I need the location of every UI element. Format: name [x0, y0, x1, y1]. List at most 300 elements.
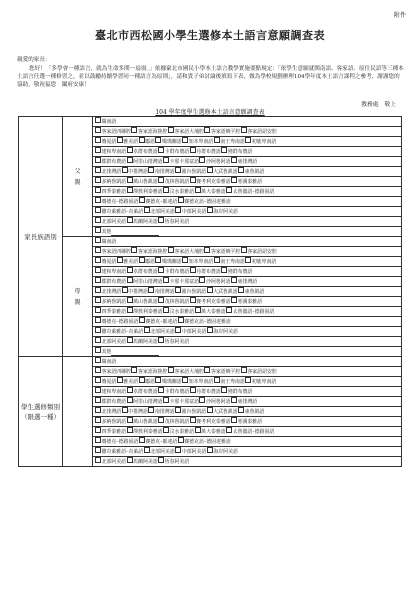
checkbox[interactable] [163, 187, 169, 193]
option[interactable]: 阿里山排灣語 [127, 159, 163, 165]
option[interactable]: 恆春阿美語 [158, 219, 189, 225]
checkbox[interactable] [231, 157, 237, 163]
option[interactable]: 雅美語 [117, 139, 138, 145]
checkbox[interactable] [238, 287, 244, 293]
option[interactable]: 東排灣語 [231, 279, 257, 285]
checkbox[interactable] [148, 167, 154, 173]
checkbox[interactable] [95, 137, 101, 143]
checkbox[interactable] [207, 407, 213, 413]
option[interactable]: 知本卑南語 [182, 259, 213, 265]
checkbox[interactable] [155, 257, 161, 263]
option[interactable]: 霧台魯凱語 [175, 409, 206, 415]
checkbox[interactable] [241, 247, 247, 253]
option[interactable]: 馬蘭阿美語 [127, 459, 158, 465]
checkbox[interactable] [155, 377, 161, 383]
option[interactable]: 客家語詔安腔 [241, 249, 277, 255]
option[interactable]: 沙阿魯阿語 [199, 399, 230, 405]
option[interactable]: 卡那卡那富語 [163, 279, 199, 285]
checkbox[interactable] [131, 367, 137, 373]
checkbox[interactable] [95, 147, 101, 153]
option[interactable]: 阿里山排灣語 [127, 399, 163, 405]
option[interactable]: 茂林魯凱語 [158, 299, 189, 305]
option[interactable]: 中排灣語 [122, 289, 148, 295]
option[interactable]: 賽德克–都達語 [139, 319, 177, 325]
checkbox[interactable] [182, 137, 188, 143]
checkbox[interactable] [127, 297, 133, 303]
option[interactable]: 多納魯凱語 [95, 179, 126, 185]
checkbox[interactable] [127, 157, 133, 163]
checkbox[interactable] [190, 387, 196, 393]
option[interactable]: 郡群布農語 [95, 159, 126, 165]
option[interactable]: 客家語海陸腔 [131, 369, 167, 375]
option[interactable]: 寒溪泰雅語 [231, 419, 262, 425]
option[interactable]: 客家語四縣腔 [95, 249, 131, 255]
checkbox[interactable] [95, 207, 101, 213]
option[interactable]: 萬山魯凱語 [127, 299, 158, 305]
option[interactable]: 恆春阿美語 [158, 339, 189, 345]
option[interactable]: 知本卑南語 [182, 379, 213, 385]
option[interactable]: 建和卑南語 [95, 149, 126, 155]
checkbox[interactable] [204, 127, 210, 133]
option[interactable]: 萬山魯凱語 [127, 419, 158, 425]
checkbox[interactable] [168, 127, 174, 133]
option[interactable]: 東排灣語 [231, 159, 257, 165]
option[interactable]: 阿里山排灣語 [127, 279, 163, 285]
option[interactable]: 賽德克語–德固達雅語 [178, 199, 231, 205]
option[interactable]: 知本卑南語 [182, 139, 213, 145]
checkbox[interactable] [175, 447, 181, 453]
checkbox[interactable] [95, 407, 101, 413]
checkbox[interactable] [226, 307, 232, 313]
option[interactable]: 客家語大埔腔 [168, 249, 204, 255]
checkbox[interactable] [95, 317, 101, 323]
option[interactable]: 客家語海陸腔 [131, 129, 167, 135]
checkbox[interactable] [182, 377, 188, 383]
checkbox[interactable] [207, 287, 213, 293]
checkbox[interactable] [117, 377, 123, 383]
checkbox[interactable] [163, 277, 169, 283]
checkbox[interactable] [117, 137, 123, 143]
checkbox[interactable] [195, 427, 201, 433]
option[interactable]: 初鹿卑南語 [245, 259, 276, 265]
option[interactable]: 客家語海陸腔 [131, 249, 167, 255]
option[interactable]: 中排灣語 [122, 409, 148, 415]
checkbox[interactable] [95, 197, 101, 203]
option[interactable]: 澤敖利泰雅語 [127, 189, 163, 195]
option[interactable]: 客家語四縣腔 [95, 369, 131, 375]
checkbox[interactable] [95, 117, 101, 123]
option[interactable]: 東魯凱語 [238, 289, 264, 295]
option[interactable]: 丹群布農語 [190, 269, 221, 275]
checkbox[interactable] [221, 267, 227, 273]
option[interactable]: 萬大泰雅語 [195, 309, 226, 315]
option[interactable]: 丹群布農語 [190, 389, 221, 395]
checkbox[interactable] [95, 157, 101, 163]
option[interactable]: 汶水泰雅語 [163, 309, 194, 315]
checkbox[interactable] [190, 297, 196, 303]
checkbox[interactable] [95, 227, 101, 233]
checkbox[interactable] [122, 287, 128, 293]
option[interactable]: 馬蘭阿美語 [127, 219, 158, 225]
checkbox[interactable] [163, 307, 169, 313]
checkbox[interactable] [95, 437, 101, 443]
option[interactable]: 海岸阿美語 [207, 209, 238, 215]
option[interactable]: 東魯凱語 [238, 169, 264, 175]
option[interactable]: 澤敖利泰雅語 [127, 429, 163, 435]
option-other[interactable]: 其他 [95, 349, 159, 355]
option[interactable]: 萬大泰雅語 [195, 189, 226, 195]
checkbox[interactable] [117, 257, 123, 263]
checkbox[interactable] [190, 177, 196, 183]
option[interactable]: 賽夏語 [95, 139, 116, 145]
checkbox[interactable] [214, 257, 220, 263]
checkbox[interactable] [95, 287, 101, 293]
option[interactable]: 卡那卡那富語 [163, 399, 199, 405]
option[interactable]: 北部阿美語 [144, 449, 175, 455]
option[interactable]: 賽德克–都達語 [139, 439, 177, 445]
checkbox[interactable] [139, 137, 145, 143]
option[interactable]: 賽夏語 [95, 379, 116, 385]
option[interactable]: 初鹿卑南語 [245, 379, 276, 385]
checkbox[interactable] [204, 247, 210, 253]
option[interactable]: 客家語饒平腔 [204, 369, 240, 375]
option[interactable]: 太魯閣語–德路固語 [226, 309, 274, 315]
option[interactable]: 鄒語 [139, 259, 155, 265]
option[interactable]: 南排灣語 [148, 409, 174, 415]
checkbox[interactable] [95, 447, 101, 453]
option[interactable]: 賽德克–德路固語 [95, 319, 138, 325]
checkbox[interactable] [163, 157, 169, 163]
checkbox[interactable] [226, 187, 232, 193]
checkbox[interactable] [245, 377, 251, 383]
option[interactable]: 多納魯凱語 [95, 299, 126, 305]
checkbox[interactable] [182, 257, 188, 263]
checkbox[interactable] [95, 267, 101, 273]
option[interactable]: 賽考利克泰雅語 [190, 179, 231, 185]
checkbox[interactable] [122, 407, 128, 413]
option[interactable]: 初鹿卑南語 [245, 139, 276, 145]
option[interactable]: 汶水泰雅語 [163, 189, 194, 195]
option[interactable]: 霧台魯凱語 [175, 169, 206, 175]
checkbox[interactable] [158, 337, 164, 343]
checkbox[interactable] [95, 427, 101, 433]
option[interactable]: 卡群布農語 [158, 269, 189, 275]
checkbox[interactable] [95, 167, 101, 173]
option[interactable]: 北排灣語 [95, 169, 121, 175]
option[interactable]: 噶瑪蘭語 [155, 139, 181, 145]
option[interactable]: 南排灣語 [148, 289, 174, 295]
checkbox[interactable] [127, 417, 133, 423]
option[interactable]: 巒群布農語 [221, 269, 252, 275]
option[interactable]: 建和卑南語 [95, 389, 126, 395]
checkbox[interactable] [207, 167, 213, 173]
checkbox[interactable] [127, 397, 133, 403]
checkbox[interactable] [148, 287, 154, 293]
option[interactable]: 賽考利克泰雅語 [190, 419, 231, 425]
checkbox[interactable] [245, 257, 251, 263]
checkbox[interactable] [158, 417, 164, 423]
option[interactable]: 大武魯凱語 [207, 289, 238, 295]
option[interactable]: 閩南語 [95, 119, 116, 125]
checkbox[interactable] [95, 457, 101, 463]
option[interactable]: 客家語饒平腔 [204, 129, 240, 135]
option[interactable]: 北部阿美語 [144, 209, 175, 215]
checkbox[interactable] [195, 307, 201, 313]
checkbox[interactable] [95, 387, 101, 393]
option[interactable]: 霧台魯凱語 [175, 289, 206, 295]
checkbox[interactable] [127, 267, 133, 273]
option[interactable]: 郡群布農語 [95, 399, 126, 405]
option[interactable]: 閩南語 [95, 359, 116, 365]
option[interactable]: 沙阿魯阿語 [199, 159, 230, 165]
checkbox[interactable] [95, 417, 101, 423]
checkbox[interactable] [158, 177, 164, 183]
option[interactable]: 北部阿美語 [95, 219, 126, 225]
checkbox[interactable] [139, 377, 145, 383]
option[interactable]: 客家語四縣腔 [95, 129, 131, 135]
option[interactable]: 南王卑南語 [214, 259, 245, 265]
checkbox[interactable] [231, 277, 237, 283]
checkbox[interactable] [175, 407, 181, 413]
checkbox[interactable] [127, 177, 133, 183]
checkbox[interactable] [221, 387, 227, 393]
checkbox[interactable] [127, 387, 133, 393]
checkbox[interactable] [95, 217, 101, 223]
option[interactable]: 賽德克–德路固語 [95, 199, 138, 205]
option[interactable]: 賽德克語–德固達雅語 [178, 439, 231, 445]
checkbox[interactable] [207, 207, 213, 213]
checkbox[interactable] [158, 267, 164, 273]
checkbox[interactable] [144, 327, 150, 333]
checkbox[interactable] [95, 307, 101, 313]
checkbox[interactable] [195, 187, 201, 193]
option[interactable]: 南王卑南語 [214, 139, 245, 145]
checkbox[interactable] [190, 147, 196, 153]
option[interactable]: 四季泰雅語 [95, 189, 126, 195]
checkbox[interactable] [163, 427, 169, 433]
option[interactable]: 丹群布農語 [190, 149, 221, 155]
checkbox[interactable] [175, 287, 181, 293]
option[interactable]: 郡群布農語 [95, 279, 126, 285]
option[interactable]: 中部阿美語 [175, 329, 206, 335]
option[interactable]: 建和卑南語 [95, 269, 126, 275]
checkbox[interactable] [241, 367, 247, 373]
checkbox[interactable] [95, 377, 101, 383]
option[interactable]: 巒群布農語 [221, 149, 252, 155]
checkbox[interactable] [95, 297, 101, 303]
checkbox[interactable] [95, 187, 101, 193]
option[interactable]: 中部阿美語 [175, 209, 206, 215]
option[interactable]: 客家語大埔腔 [168, 369, 204, 375]
option[interactable]: 卡群布農語 [158, 149, 189, 155]
option[interactable]: 雅美語 [117, 379, 138, 385]
option[interactable]: 中部阿美語 [175, 449, 206, 455]
option[interactable]: 卡那卡那富語 [163, 159, 199, 165]
option[interactable]: 南王卑南語 [214, 379, 245, 385]
checkbox[interactable] [127, 277, 133, 283]
option[interactable]: 客家語詔安腔 [241, 369, 277, 375]
checkbox[interactable] [122, 167, 128, 173]
checkbox[interactable] [221, 147, 227, 153]
checkbox[interactable] [127, 187, 133, 193]
checkbox[interactable] [199, 277, 205, 283]
option[interactable]: 卓群布農語 [127, 269, 158, 275]
option[interactable]: 中排灣語 [122, 169, 148, 175]
option[interactable]: 四季泰雅語 [95, 309, 126, 315]
option[interactable]: 海岸阿美語 [207, 449, 238, 455]
option[interactable]: 恆春阿美語 [158, 459, 189, 465]
checkbox[interactable] [199, 397, 205, 403]
option[interactable]: 沙阿魯阿語 [199, 279, 230, 285]
checkbox[interactable] [168, 247, 174, 253]
checkbox[interactable] [238, 167, 244, 173]
checkbox[interactable] [175, 167, 181, 173]
checkbox[interactable] [127, 307, 133, 313]
checkbox[interactable] [178, 197, 184, 203]
checkbox[interactable] [95, 327, 101, 333]
option[interactable]: 南排灣語 [148, 169, 174, 175]
checkbox[interactable] [214, 137, 220, 143]
option[interactable]: 多納魯凱語 [95, 419, 126, 425]
option[interactable]: 四季泰雅語 [95, 429, 126, 435]
option[interactable]: 海岸阿美語 [207, 329, 238, 335]
option[interactable]: 寒溪泰雅語 [231, 299, 262, 305]
checkbox[interactable] [175, 207, 181, 213]
option[interactable]: 撒奇萊雅語–奇萊語 [95, 209, 143, 215]
option[interactable]: 閩南語 [95, 239, 116, 245]
option[interactable]: 北部阿美語 [95, 339, 126, 345]
option[interactable]: 寒溪泰雅語 [231, 179, 262, 185]
checkbox[interactable] [127, 427, 133, 433]
checkbox[interactable] [95, 257, 101, 263]
option[interactable]: 北排灣語 [95, 409, 121, 415]
checkbox[interactable] [163, 397, 169, 403]
checkbox[interactable] [127, 337, 133, 343]
option[interactable]: 客家語詔安腔 [241, 129, 277, 135]
option[interactable]: 巒群布農語 [221, 389, 252, 395]
option[interactable]: 賽德克–都達語 [139, 199, 177, 205]
option[interactable]: 賽夏語 [95, 259, 116, 265]
checkbox[interactable] [158, 297, 164, 303]
checkbox[interactable] [95, 127, 101, 133]
checkbox[interactable] [148, 407, 154, 413]
checkbox[interactable] [127, 147, 133, 153]
other-input-line[interactable] [111, 350, 159, 356]
checkbox[interactable] [168, 367, 174, 373]
checkbox[interactable] [158, 387, 164, 393]
option[interactable]: 卓群布農語 [127, 149, 158, 155]
checkbox[interactable] [178, 437, 184, 443]
option[interactable]: 汶水泰雅語 [163, 429, 194, 435]
checkbox[interactable] [231, 177, 237, 183]
checkbox[interactable] [127, 457, 133, 463]
checkbox[interactable] [139, 197, 145, 203]
checkbox[interactable] [190, 267, 196, 273]
checkbox[interactable] [95, 337, 101, 343]
option-other[interactable]: 其他 [95, 229, 159, 235]
other-input-line[interactable] [111, 230, 159, 236]
option[interactable]: 客家語饒平腔 [204, 249, 240, 255]
option[interactable]: 噶瑪蘭語 [155, 259, 181, 265]
checkbox[interactable] [231, 417, 237, 423]
checkbox[interactable] [144, 447, 150, 453]
checkbox[interactable] [131, 127, 137, 133]
option[interactable]: 馬蘭阿美語 [127, 339, 158, 345]
option[interactable]: 茂林魯凱語 [158, 419, 189, 425]
checkbox[interactable] [95, 367, 101, 373]
checkbox[interactable] [155, 137, 161, 143]
checkbox[interactable] [95, 347, 101, 353]
checkbox[interactable] [245, 137, 251, 143]
option[interactable]: 賽德克–德路固語 [95, 439, 138, 445]
option[interactable]: 鄒語 [139, 139, 155, 145]
checkbox[interactable] [158, 457, 164, 463]
option[interactable]: 撒奇萊雅語–奇萊語 [95, 329, 143, 335]
option[interactable]: 東魯凱語 [238, 409, 264, 415]
option[interactable]: 賽考利克泰雅語 [190, 299, 231, 305]
checkbox[interactable] [204, 367, 210, 373]
checkbox[interactable] [238, 407, 244, 413]
checkbox[interactable] [95, 277, 101, 283]
option[interactable]: 澤敖利泰雅語 [127, 309, 163, 315]
option[interactable]: 大武魯凱語 [207, 169, 238, 175]
option[interactable]: 鄒語 [139, 379, 155, 385]
checkbox[interactable] [214, 377, 220, 383]
option[interactable]: 太魯閣語–德路固語 [226, 189, 274, 195]
option[interactable]: 卡群布農語 [158, 389, 189, 395]
checkbox[interactable] [95, 397, 101, 403]
checkbox[interactable] [139, 257, 145, 263]
checkbox[interactable] [178, 317, 184, 323]
checkbox[interactable] [95, 357, 101, 363]
checkbox[interactable] [144, 207, 150, 213]
checkbox[interactable] [95, 177, 101, 183]
option[interactable]: 北部阿美語 [95, 459, 126, 465]
checkbox[interactable] [207, 447, 213, 453]
option[interactable]: 太魯閣語–德路固語 [226, 429, 274, 435]
checkbox[interactable] [207, 327, 213, 333]
checkbox[interactable] [127, 217, 133, 223]
checkbox[interactable] [199, 157, 205, 163]
checkbox[interactable] [131, 247, 137, 253]
checkbox[interactable] [95, 247, 101, 253]
option[interactable]: 萬山魯凱語 [127, 179, 158, 185]
option[interactable]: 客家語大埔腔 [168, 129, 204, 135]
checkbox[interactable] [175, 327, 181, 333]
option[interactable]: 萬大泰雅語 [195, 429, 226, 435]
checkbox[interactable] [158, 217, 164, 223]
checkbox[interactable] [95, 237, 101, 243]
checkbox[interactable] [231, 397, 237, 403]
option[interactable]: 北部阿美語 [144, 329, 175, 335]
option[interactable]: 噶瑪蘭語 [155, 379, 181, 385]
option[interactable]: 東排灣語 [231, 399, 257, 405]
option[interactable]: 卓群布農語 [127, 389, 158, 395]
checkbox[interactable] [158, 147, 164, 153]
checkbox[interactable] [241, 127, 247, 133]
option[interactable]: 賽德克語–德固達雅語 [178, 319, 231, 325]
checkbox[interactable] [226, 427, 232, 433]
option[interactable]: 茂林魯凱語 [158, 179, 189, 185]
checkbox[interactable] [139, 317, 145, 323]
checkbox[interactable] [139, 437, 145, 443]
option[interactable]: 北排灣語 [95, 289, 121, 295]
checkbox[interactable] [231, 297, 237, 303]
option[interactable]: 撒奇萊雅語–奇萊語 [95, 449, 143, 455]
checkbox[interactable] [190, 417, 196, 423]
option[interactable]: 大武魯凱語 [207, 409, 238, 415]
option[interactable]: 雅美語 [117, 259, 138, 265]
